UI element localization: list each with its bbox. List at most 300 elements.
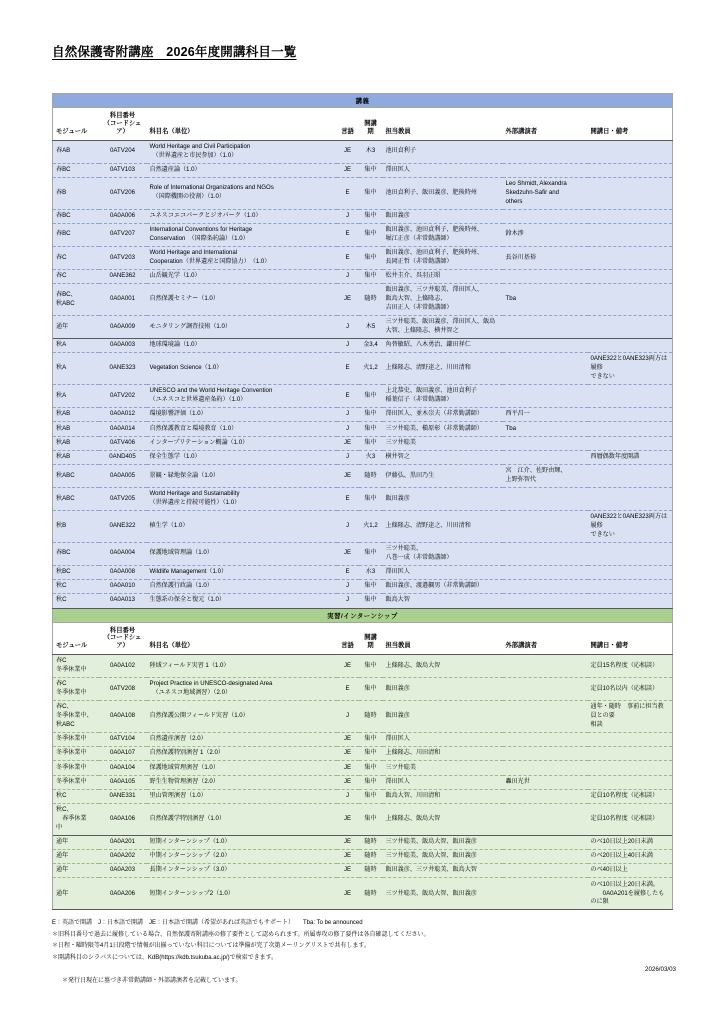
cell-note	[588, 542, 673, 565]
cell-staff: 上條隆志、飯島大智	[383, 655, 503, 678]
cell-staff: 飯田義彦、三ツ井聡美、澤田匡人、 飯島大智、上條隆志、 吉田正人（非常勤講師）	[383, 284, 503, 316]
table-row	[53, 284, 673, 316]
cell-language: E	[337, 385, 359, 408]
column-header-term: 開講期	[359, 108, 383, 141]
cell-external: 長谷川基裕	[503, 246, 588, 269]
table-row	[53, 487, 673, 510]
cell-staff: 澤田匡人、並木崇夫（非常勤講師）	[383, 408, 503, 422]
footnote-0: E：英語で開講 J：日本語で開講 JE：日本語で開講（希望があれば英語でもサポート） Tba: To be announced	[52, 920, 363, 926]
cell-language: E	[337, 353, 359, 385]
cell-external	[503, 761, 588, 775]
cell-note	[588, 436, 673, 450]
cell-external: Tba	[503, 284, 588, 316]
cell-term: 集中	[359, 246, 383, 269]
table-row	[53, 804, 673, 836]
footnote-2: ＊日程・曜時限等4月1日段階で情報が出揃っていない科目については準備が完了次第メーリングリストで共有します。	[52, 943, 370, 950]
cell-note	[588, 464, 673, 487]
cell-name: 植生学（1.0）	[147, 511, 337, 543]
cell-language: J	[337, 511, 359, 543]
cell-language: J	[337, 408, 359, 422]
cell-note	[588, 339, 673, 353]
section-band-label: 実習/インターンシップ	[53, 608, 673, 622]
cell-language: J	[337, 450, 359, 464]
cell-staff: 上條隆志、清野達之、川田清和	[383, 353, 503, 385]
cell-note	[588, 284, 673, 316]
cell-external	[503, 747, 588, 761]
cell-language: JE	[337, 878, 359, 910]
cell-external: 轟田光世	[503, 775, 588, 789]
cell-code: 0A0A013	[99, 594, 147, 608]
cell-external	[503, 511, 588, 543]
cell-code: 0A0A201	[99, 835, 147, 849]
cell-term: 集中	[359, 209, 383, 223]
cell-term: 集中	[359, 733, 383, 747]
cell-staff: 三ツ井聡美	[383, 761, 503, 775]
table-row	[53, 701, 673, 733]
table-row	[53, 339, 673, 353]
cell-code: 0A0A001	[99, 284, 147, 316]
cell-term: 集中	[359, 269, 383, 283]
table-row	[53, 864, 673, 878]
footnotes	[52, 918, 676, 1010]
cell-language: J	[337, 580, 359, 594]
cell-language: J	[337, 594, 359, 608]
cell-code: 0ATV104	[99, 733, 147, 747]
cell-language: JE	[337, 464, 359, 487]
table-row	[53, 223, 673, 246]
section-band-label: 講義	[53, 94, 673, 108]
cell-external	[503, 487, 588, 510]
cell-external	[503, 353, 588, 385]
cell-name: 里山管理演習（1.0）	[147, 789, 337, 803]
cell-term: 集中	[359, 747, 383, 761]
cell-staff: 澤田匡人	[383, 733, 503, 747]
cell-language: J	[337, 209, 359, 223]
cell-term: 木5	[359, 316, 383, 339]
section-band-row	[53, 94, 673, 108]
cell-code: 0A0A012	[99, 408, 147, 422]
table-row	[53, 511, 673, 543]
cell-language: J	[337, 789, 359, 803]
cell-name: 陸域フィールド実習 1（1.0）	[147, 655, 337, 678]
cell-module: 秋AB	[53, 450, 99, 464]
cell-note	[588, 209, 673, 223]
table-row	[53, 850, 673, 864]
cell-staff: 飯田義彦	[383, 701, 503, 733]
cell-name: UNESCO and the World Heritage Convention （ユネスコと世界遺産条約）（1.0）	[147, 385, 337, 408]
cell-staff: 飯田義彦、渡邉綱男（非常勤講師）	[383, 580, 503, 594]
cell-language: JE	[337, 436, 359, 450]
cell-term: 木3	[359, 140, 383, 163]
cell-external	[503, 655, 588, 678]
cell-external	[503, 733, 588, 747]
cell-name: World Heritage and Civil Participation （世界遺産と市民参加）（1.0）	[147, 140, 337, 163]
cell-name: 保全生態学（1.0）	[147, 450, 337, 464]
cell-code: 0A0A104	[99, 761, 147, 775]
cell-module: 冬季休業中	[53, 747, 99, 761]
cell-note	[588, 246, 673, 269]
cell-term: 随時	[359, 835, 383, 849]
cell-module: 秋A	[53, 385, 99, 408]
cell-code: 0A0A203	[99, 864, 147, 878]
cell-external	[503, 594, 588, 608]
cell-staff: 三ツ井聡美、飯島大智、飯田義彦	[383, 835, 503, 849]
cell-language: E	[337, 678, 359, 701]
cell-language: JE	[337, 761, 359, 775]
cell-staff: 三ツ井聡美	[383, 436, 503, 450]
cell-external	[503, 542, 588, 565]
cell-code: 0A0A005	[99, 464, 147, 487]
cell-language: J	[337, 701, 359, 733]
cell-staff: 三ツ井聡美、 八巻一成（非常勤講師）	[383, 542, 503, 565]
table-row	[53, 422, 673, 436]
cell-staff: 飯田義彦、池田貞利子、肥後時州、 堀江正彦（非常勤講師）	[383, 223, 503, 246]
cell-code: 0A0A106	[99, 804, 147, 836]
cell-module: 通年	[53, 864, 99, 878]
cell-name: 生態系の保全と復元（1.0）	[147, 594, 337, 608]
cell-module: 秋C	[53, 594, 99, 608]
cell-external	[503, 163, 588, 177]
cell-note	[588, 408, 673, 422]
table-row	[53, 209, 673, 223]
cell-name: World Heritage and Sustainability （世界遺産と持続可能性）（1.0）	[147, 487, 337, 510]
cell-code: 0ANE323	[99, 353, 147, 385]
cell-term: 集中	[359, 408, 383, 422]
cell-module: 秋A	[53, 339, 99, 353]
cell-code: 0ATV103	[99, 163, 147, 177]
column-header-row	[53, 108, 673, 141]
catalog-table	[52, 93, 673, 910]
cell-term: 集中	[359, 761, 383, 775]
cell-module: 春BC	[53, 163, 99, 177]
cell-code: 0A0A206	[99, 878, 147, 910]
cell-module: 秋AB	[53, 408, 99, 422]
cell-module: 秋C	[53, 580, 99, 594]
cell-staff: 三ツ井聡美、槇原彰（非常勤講師）	[383, 422, 503, 436]
table-row	[53, 565, 673, 579]
cell-term: 集中	[359, 594, 383, 608]
cell-module: 通年	[53, 850, 99, 864]
cell-term: 集中	[359, 422, 383, 436]
column-header-name: 科目名（単位）	[147, 108, 337, 141]
column-header-row	[53, 622, 673, 655]
cell-external	[503, 804, 588, 836]
cell-staff: 澤田匡人	[383, 565, 503, 579]
cell-language: JE	[337, 140, 359, 163]
column-header-staff: 担当教員	[383, 108, 503, 141]
cell-name: ユネスコエコパークとジオパーク（1.0）	[147, 209, 337, 223]
table-row	[53, 835, 673, 849]
cell-term: 集中	[359, 655, 383, 678]
cell-code: 0ANE362	[99, 269, 147, 283]
cell-code: 0ATV202	[99, 385, 147, 408]
cell-name: 自然保護セミナー（1.0）	[147, 284, 337, 316]
cell-name: 自然保護特別演習 1（2.0）	[147, 747, 337, 761]
cell-staff: 松井圭介、呉羽正昭	[383, 269, 503, 283]
cell-external	[503, 269, 588, 283]
cell-term: 集中	[359, 177, 383, 209]
cell-note	[588, 385, 673, 408]
cell-note: のべ10日以上20日未満。 0A0A201を履修したものに限	[588, 878, 673, 910]
column-header-name: 科目名（単位）	[147, 622, 337, 655]
cell-name: Role of International Organizations and NGOs （国際機関の役割）（1.0）	[147, 177, 337, 209]
publish-date: 2026/03/03	[645, 966, 676, 974]
cell-staff: 飯島大智	[383, 594, 503, 608]
cell-note: 西暦偶数年度開講	[588, 450, 673, 464]
cell-module: 秋BC	[53, 565, 99, 579]
cell-language: E	[337, 246, 359, 269]
cell-external	[503, 789, 588, 803]
cell-staff: 池田貞利子、飯田義彦、肥後時州	[383, 177, 503, 209]
cell-note	[588, 316, 673, 339]
column-header-note: 開講日・備考	[588, 622, 673, 655]
cell-note	[588, 487, 673, 510]
cell-note	[588, 747, 673, 761]
cell-code: 0A0A008	[99, 565, 147, 579]
cell-note	[588, 177, 673, 209]
cell-note: のべ20日以上40日未満	[588, 850, 673, 864]
cell-language: JE	[337, 804, 359, 836]
cell-term: 集中	[359, 223, 383, 246]
cell-staff: 伊藤弘、黒田乃生	[383, 464, 503, 487]
cell-code: 0ATV207	[99, 223, 147, 246]
cell-name: Vegetation Science（1.0）	[147, 353, 337, 385]
cell-language: J	[337, 339, 359, 353]
cell-term: 随時	[359, 701, 383, 733]
cell-external	[503, 140, 588, 163]
cell-term: 集中	[359, 678, 383, 701]
cell-external: 宮 江介、佐野由輝、 上野弥智代	[503, 464, 588, 487]
section-band-row	[53, 608, 673, 622]
cell-staff: 澤田匡人	[383, 775, 503, 789]
table-row	[53, 747, 673, 761]
column-header-code: 科目番号 （コードシェア）	[99, 622, 147, 655]
cell-name: 景観・緑地保全論（1.0）	[147, 464, 337, 487]
cell-module: 冬季休業中	[53, 761, 99, 775]
table-row	[53, 385, 673, 408]
table-row	[53, 678, 673, 701]
cell-language: JE	[337, 864, 359, 878]
cell-language: JE	[337, 655, 359, 678]
cell-note	[588, 269, 673, 283]
column-header-external: 外部講演者	[503, 108, 588, 141]
footnote-4: ＊発行日現在に墓づき非常勤講師・外部講演者を記載しています。	[62, 977, 242, 984]
cell-module: 冬季休業中	[53, 775, 99, 789]
cell-name: インタープリテーション概論（1.0）	[147, 436, 337, 450]
cell-language: J	[337, 269, 359, 283]
cell-module: 春B	[53, 177, 99, 209]
cell-code: 0A0A202	[99, 850, 147, 864]
cell-term: 集中	[359, 385, 383, 408]
table-row	[53, 761, 673, 775]
catalog-body	[53, 94, 673, 910]
cell-term: 火3	[359, 450, 383, 464]
cell-external	[503, 580, 588, 594]
cell-module: 秋C	[53, 789, 99, 803]
cell-external	[503, 385, 588, 408]
cell-module: 春BC	[53, 209, 99, 223]
table-row	[53, 733, 673, 747]
cell-module: 春C	[53, 269, 99, 283]
cell-module: 通年	[53, 835, 99, 849]
cell-external	[503, 835, 588, 849]
cell-name: International Conventions for Heritage Conservation （国際条約論）（1.0）	[147, 223, 337, 246]
cell-staff: 三ツ井聡美、飯島大智、飯田義彦	[383, 850, 503, 864]
cell-code: 0ATV208	[99, 678, 147, 701]
cell-name: 自然保護公開フィールド実習（1.0）	[147, 701, 337, 733]
cell-module: 秋AB	[53, 422, 99, 436]
cell-language: J	[337, 422, 359, 436]
cell-module: 秋AB	[53, 436, 99, 450]
cell-term: 集中	[359, 789, 383, 803]
cell-module: 春BC	[53, 542, 99, 565]
cell-external	[503, 450, 588, 464]
cell-term: 集中	[359, 436, 383, 450]
cell-term: 随時	[359, 864, 383, 878]
cell-external	[503, 316, 588, 339]
column-header-external: 外部講演者	[503, 622, 588, 655]
cell-name: 環境影響評価（1.0）	[147, 408, 337, 422]
table-row	[53, 436, 673, 450]
cell-staff: 上條隆志、清野達之、川田清和	[383, 511, 503, 543]
cell-note: 0ANE322と0ANE323両方は履修 できない	[588, 353, 673, 385]
cell-external	[503, 678, 588, 701]
cell-module: 春BC	[53, 223, 99, 246]
cell-name: 自然保護行政論（1.0）	[147, 580, 337, 594]
cell-code: 0A0A105	[99, 775, 147, 789]
cell-language: JE	[337, 163, 359, 177]
cell-note	[588, 163, 673, 177]
cell-code: 0ANE331	[99, 789, 147, 803]
cell-external	[503, 436, 588, 450]
cell-term: 随時	[359, 878, 383, 910]
cell-note	[588, 733, 673, 747]
cell-term: 火1,2	[359, 353, 383, 385]
cell-note	[588, 565, 673, 579]
cell-module: 春BC、 秋ABC	[53, 284, 99, 316]
cell-name: 自然遺産演習（2.0）	[147, 733, 337, 747]
cell-external: Leo Shmidt, Alexandra Skedzuhn-Safir and others	[503, 177, 588, 209]
table-row	[53, 878, 673, 910]
table-row	[53, 450, 673, 464]
cell-code: 0ATV206	[99, 177, 147, 209]
cell-external: 鈴木渉	[503, 223, 588, 246]
cell-name: 自然保護教育と環境教育（1.0）	[147, 422, 337, 436]
cell-module: 春C 冬季休業中	[53, 678, 99, 701]
cell-code: 0ATV205	[99, 487, 147, 510]
cell-external	[503, 209, 588, 223]
cell-external	[503, 850, 588, 864]
cell-term: 随時	[359, 850, 383, 864]
table-row	[53, 655, 673, 678]
cell-external	[503, 878, 588, 910]
page-title: 自然保護寄附講座 2026年度開講科目一覧	[52, 45, 297, 59]
cell-language: E	[337, 223, 359, 246]
cell-note	[588, 594, 673, 608]
cell-language: JE	[337, 775, 359, 789]
cell-external: Tba	[503, 422, 588, 436]
cell-staff: 飯島大智、川田清和	[383, 789, 503, 803]
column-header-note: 開講日・備考	[588, 108, 673, 141]
cell-language: E	[337, 565, 359, 579]
course-catalog-table	[52, 93, 672, 910]
cell-term: 火1,2	[359, 511, 383, 543]
column-header-language: 言語	[337, 622, 359, 655]
cell-note: 定員10名程度（応相談）	[588, 804, 673, 836]
cell-note	[588, 761, 673, 775]
cell-name: World Heritage and International Cooperation（世界遺産と国際協力） （1.0）	[147, 246, 337, 269]
cell-note: 通年・随時 事前に担当教員との要 相談	[588, 701, 673, 733]
column-header-term: 開講期	[359, 622, 383, 655]
cell-language: JE	[337, 284, 359, 316]
cell-name: 地球環境論（1.0）	[147, 339, 337, 353]
cell-module: 冬季休業中	[53, 733, 99, 747]
cell-staff: 飯田義彦	[383, 678, 503, 701]
cell-term: 集中	[359, 487, 383, 510]
cell-module: 春C、 冬季休業中、 秋ABC	[53, 701, 99, 733]
column-header-staff: 担当教員	[383, 622, 503, 655]
cell-external	[503, 339, 588, 353]
cell-code: 0AND405	[99, 450, 147, 464]
cell-note: 定員10名程度（応相談）	[588, 789, 673, 803]
cell-language: JE	[337, 850, 359, 864]
table-row	[53, 246, 673, 269]
cell-term: 随時	[359, 284, 383, 316]
cell-note	[588, 140, 673, 163]
cell-name: 保護地域管理論（1.0）	[147, 542, 337, 565]
cell-name: 自然保護学特別演習（1.0）	[147, 804, 337, 836]
table-row	[53, 580, 673, 594]
cell-external: 西平昌一	[503, 408, 588, 422]
table-row	[53, 408, 673, 422]
cell-external	[503, 864, 588, 878]
cell-staff: 上條隆志、川田清和	[383, 747, 503, 761]
cell-note	[588, 775, 673, 789]
cell-language: J	[337, 316, 359, 339]
column-header-module: モジュール	[53, 622, 99, 655]
cell-module: 秋A	[53, 353, 99, 385]
table-row	[53, 353, 673, 385]
cell-note: 定員15名程度（応相談）	[588, 655, 673, 678]
column-header-module: モジュール	[53, 108, 99, 141]
cell-language: E	[337, 487, 359, 510]
cell-note: 定員10名以内（応相談）	[588, 678, 673, 701]
cell-note: 0ANE322と0ANE323両方は履修 できない	[588, 511, 673, 543]
table-row	[53, 316, 673, 339]
cell-term: 集中	[359, 804, 383, 836]
cell-staff: 上條隆志、飯島大智	[383, 804, 503, 836]
table-row	[53, 594, 673, 608]
cell-note	[588, 580, 673, 594]
column-header-language: 言語	[337, 108, 359, 141]
table-row	[53, 775, 673, 789]
cell-code: 0A0A004	[99, 542, 147, 565]
cell-term: 集中	[359, 580, 383, 594]
table-row	[53, 464, 673, 487]
cell-note	[588, 422, 673, 436]
cell-note: のべ40日以上	[588, 864, 673, 878]
cell-language: JE	[337, 747, 359, 761]
cell-module: 秋ABC	[53, 464, 99, 487]
cell-module: 春AB	[53, 140, 99, 163]
cell-staff: 横井智之	[383, 450, 503, 464]
cell-term: 集中	[359, 542, 383, 565]
cell-module: 秋ABC	[53, 487, 99, 510]
cell-module: 通年	[53, 316, 99, 339]
cell-module: 春C	[53, 246, 99, 269]
cell-language: JE	[337, 835, 359, 849]
table-row	[53, 269, 673, 283]
